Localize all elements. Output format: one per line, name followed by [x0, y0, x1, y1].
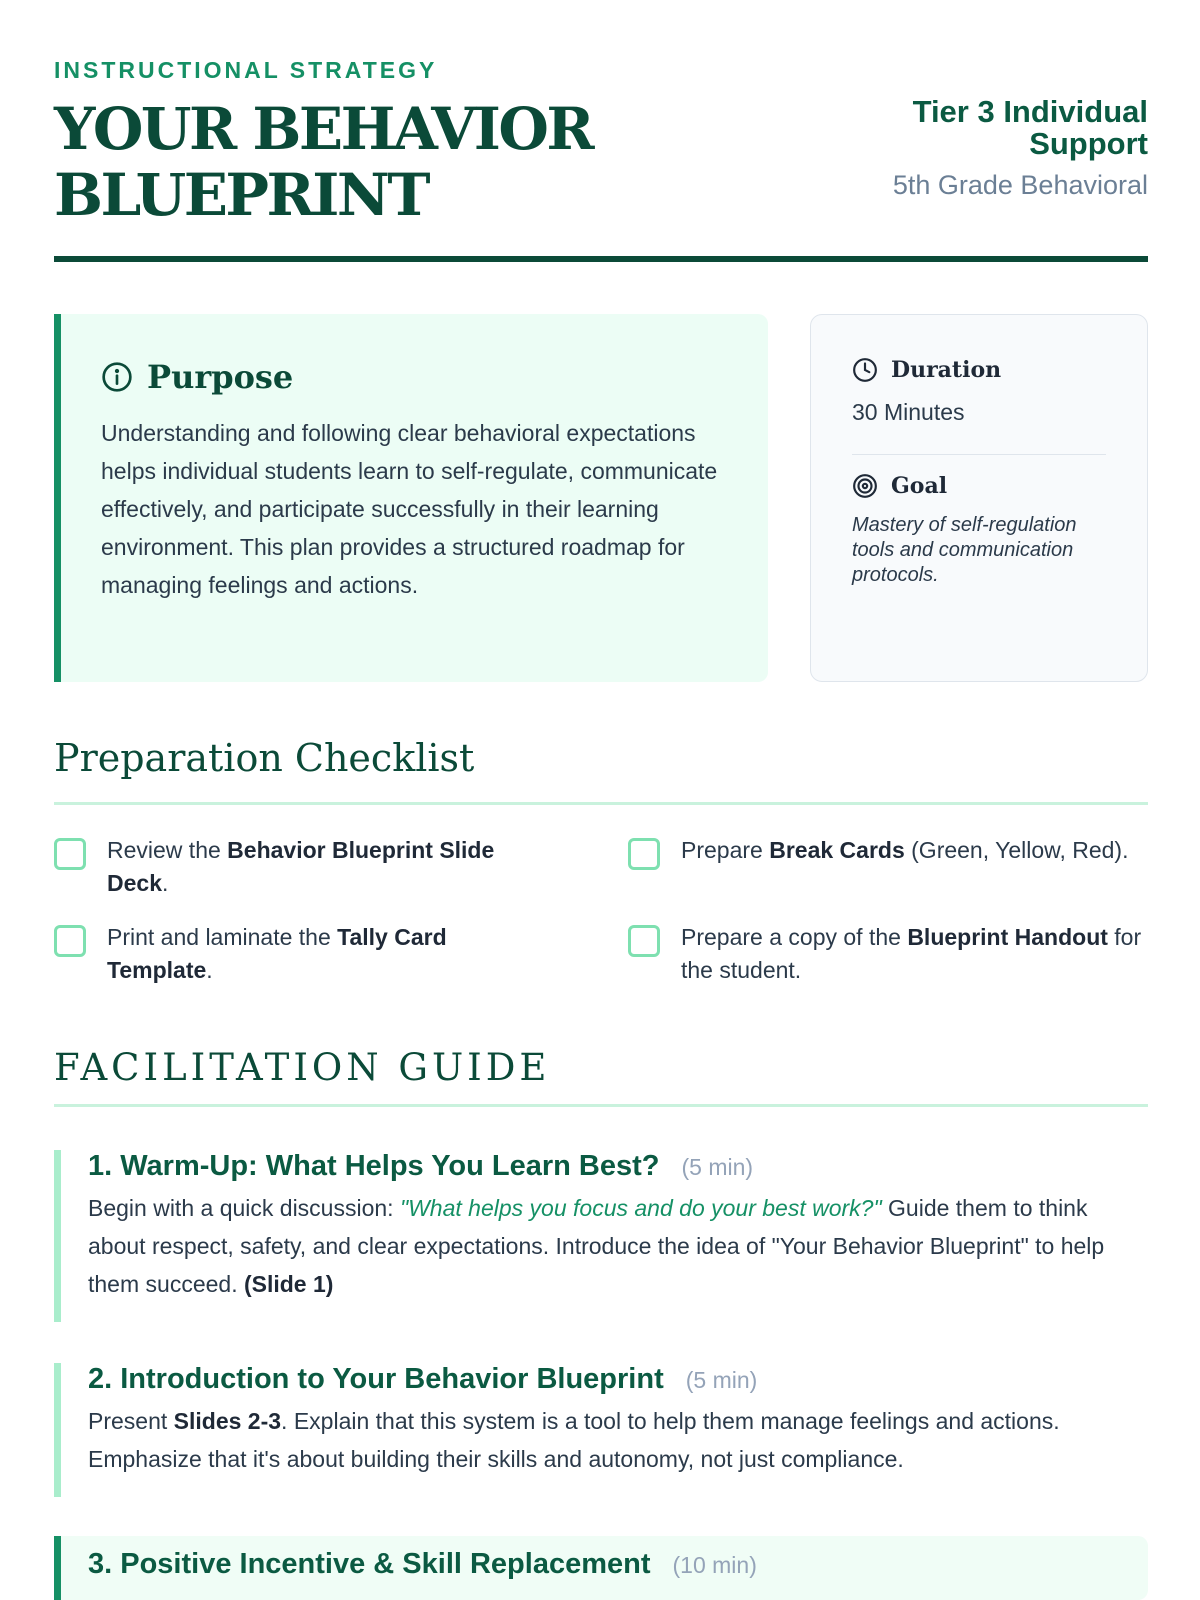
purpose-heading [101, 358, 728, 396]
info-sidebar [810, 314, 1148, 682]
guide-step [54, 1536, 1148, 1600]
checklist-item-text-part: for the student. [681, 924, 1142, 983]
goal-text: Mastery of self-regulation tools and communication protocols. [852, 514, 1077, 586]
step-title: 2. Introduction to Your Behavior Blueprint [88, 1363, 664, 1395]
checkbox[interactable] [54, 925, 86, 957]
step-time: (10 min) [672, 1552, 757, 1578]
slide-reference: (Slide 1) [243, 1271, 334, 1297]
guide-step [54, 1150, 1148, 1322]
page-header [54, 0, 1148, 262]
checklist-item-text [681, 834, 1128, 867]
checklist-item-text-part: Review the [107, 837, 228, 863]
step-heading [88, 1548, 1148, 1581]
purpose-card [54, 314, 768, 682]
checklist-item-bold: Tally Card Template [107, 924, 447, 983]
step-heading [88, 1363, 1148, 1396]
info-icon [101, 361, 133, 393]
checklist-item-text-part: . [206, 957, 213, 983]
checklist-item-text-part: (Green, Yellow, Red). [904, 837, 1129, 863]
checklist-item-bold: Blueprint Handout [907, 924, 1108, 950]
checklist-item-text-part: Prepare a copy of the [681, 924, 908, 950]
checklist-item-bold: Behavior Blueprint Slide Deck [107, 837, 495, 896]
checklist-item[interactable] [54, 921, 524, 987]
checklist-item-text-part: . [161, 870, 169, 896]
checklist-item-text [107, 921, 524, 987]
guide-divider [54, 1104, 1148, 1107]
duration-heading [852, 357, 1106, 383]
lesson-plan-page [54, 0, 1148, 1580]
step-text-part: Present [88, 1408, 174, 1434]
guide-step [54, 1363, 1148, 1497]
sidebar-divider [852, 454, 1106, 455]
checklist-item[interactable] [628, 834, 1148, 870]
checklist-item-bold: Break Cards [769, 837, 905, 863]
goal-label: Goal [891, 473, 948, 499]
step-heading [88, 1150, 1148, 1183]
purpose-title: Purpose [147, 358, 294, 396]
duration-label: Duration [891, 357, 1002, 383]
grade-label: 5th Grade Behavioral [892, 170, 1148, 200]
duration-value: 30 Minutes [852, 399, 965, 425]
slide-reference: Slides 2-3 [173, 1408, 282, 1434]
page-title: YOUR BEHAVIOR BLUEPRINT [54, 95, 593, 229]
eyebrow-label: INSTRUCTIONAL STRATEGY [54, 57, 438, 83]
checklist-item-text [681, 921, 1148, 987]
checklist-title: Preparation Checklist [54, 736, 475, 780]
checklist-item-text-part: Prepare [681, 837, 770, 863]
step-text [88, 1189, 1148, 1303]
purpose-text: Understanding and following clear behavioral expectations helps individual students learn to self-regulate, communicate effectively, and participate successfully in their learning environment. This plan provides a structured roadmap for managing feelings and actions. [101, 420, 718, 598]
checklist-item[interactable] [628, 921, 1148, 987]
checklist-item[interactable] [54, 834, 524, 900]
tier-label: Tier 3 Individual Support [912, 94, 1148, 161]
target-icon [852, 473, 878, 499]
step-text-part: Begin with a quick discussion: [88, 1195, 400, 1221]
step-title: 1. Warm-Up: What Helps You Learn Best? [88, 1150, 660, 1182]
clock-icon [852, 357, 878, 383]
checklist-divider [54, 802, 1148, 805]
step-title: 3. Positive Incentive & Skill Replacement [88, 1548, 651, 1580]
header-meta [818, 96, 1148, 202]
checkbox[interactable] [628, 838, 660, 870]
checklist-item-text-part: Print and laminate the [107, 924, 338, 950]
step-time: (5 min) [685, 1367, 758, 1393]
step-quote: "What helps you focus and do your best work?" [399, 1195, 882, 1221]
step-text-part: Guide them to think about respect, safety, and clear expectations. Introduce the idea of "Your Behavior Blueprint" to help them succeed. [88, 1195, 1105, 1297]
step-time: (5 min) [681, 1154, 754, 1180]
checkbox[interactable] [54, 838, 86, 870]
step-text-part: . Explain that this system is a tool to help them manage feelings and actions. Emphasize that it's about building their skills and autonomy, not just compliance. [88, 1408, 1060, 1472]
checkbox[interactable] [628, 925, 660, 957]
step-text [88, 1402, 1148, 1478]
checklist-item-text [107, 834, 524, 900]
goal-heading [852, 473, 1106, 499]
guide-title: FACILITATION GUIDE [54, 1046, 551, 1089]
